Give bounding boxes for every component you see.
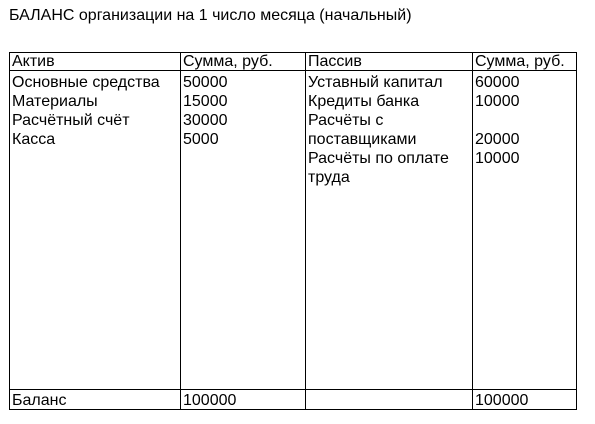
liability-name: Кредиты банка <box>308 93 420 110</box>
header-liability: Пассив <box>308 53 362 70</box>
column-separator-2 <box>305 52 306 410</box>
table-border-right <box>576 52 577 410</box>
asset-sum: 15000 <box>183 93 228 110</box>
column-separator-1 <box>180 52 181 410</box>
header-asset: Актив <box>12 53 55 70</box>
asset-name: Основные средства <box>12 74 160 91</box>
page-title: БАЛАНС организации на 1 число месяца (начальный) <box>9 7 412 24</box>
asset-name: Расчётный счёт <box>12 112 130 129</box>
total-label: Баланс <box>12 392 67 409</box>
liability-sum: 10000 <box>475 150 520 167</box>
header-asset-sum: Сумма, руб. <box>183 53 273 70</box>
asset-total: 100000 <box>183 392 237 409</box>
asset-sum: 30000 <box>183 112 228 129</box>
table-border-left <box>9 52 10 410</box>
liability-name: поставщиками <box>308 131 417 148</box>
liability-total: 100000 <box>475 392 529 409</box>
column-separator-3 <box>472 52 473 410</box>
asset-name: Касса <box>12 131 56 148</box>
liability-name: Уставный капитал <box>308 74 443 91</box>
balance-table <box>9 52 577 410</box>
liability-sum: 20000 <box>475 131 520 148</box>
asset-name: Материалы <box>12 93 98 110</box>
liability-sum: 60000 <box>475 74 520 91</box>
asset-sum: 5000 <box>183 131 219 148</box>
asset-sum: 50000 <box>183 74 228 91</box>
liability-name: Расчёты по оплате <box>308 150 449 167</box>
liability-name: Расчёты с <box>308 112 384 129</box>
total-separator <box>9 389 577 390</box>
liability-name: труда <box>308 169 350 186</box>
liability-sum: 10000 <box>475 93 520 110</box>
header-liability-sum: Сумма, руб. <box>475 53 565 70</box>
